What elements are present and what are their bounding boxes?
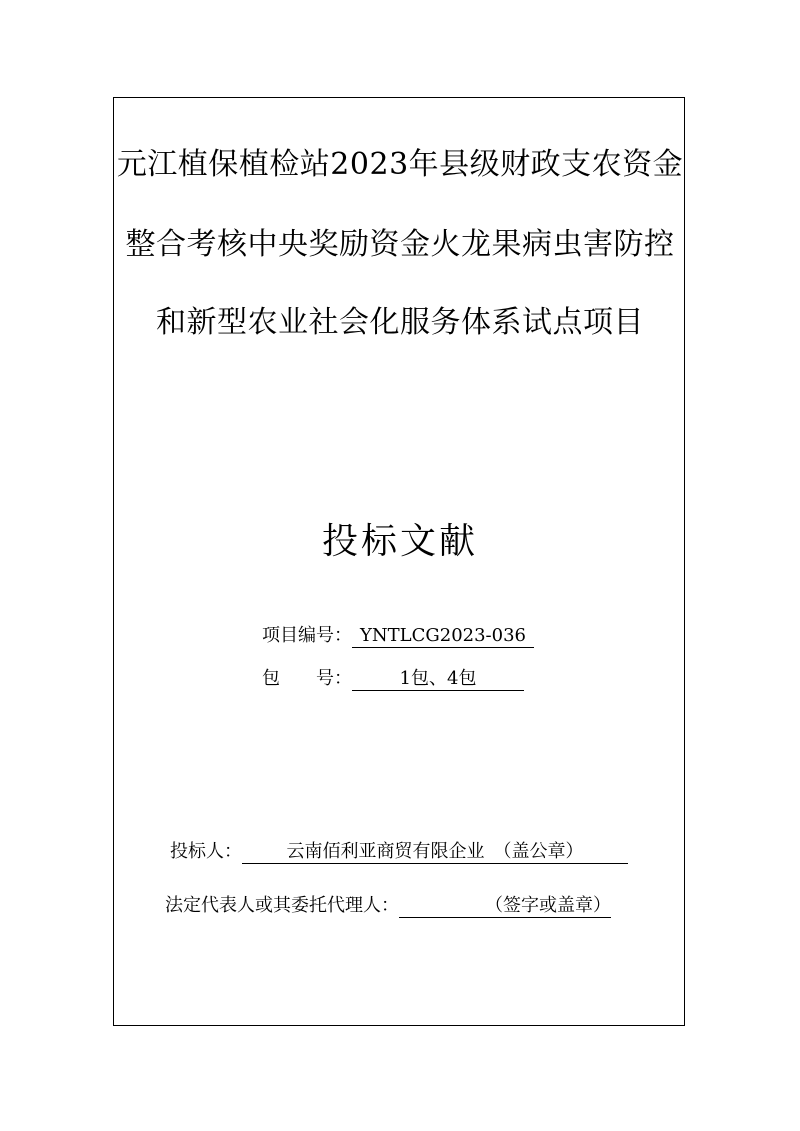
bidder-row	[170, 840, 628, 864]
title-line-1: 元江植保植检站2023年县级财政支农资金	[116, 147, 684, 182]
project-number-label: 项目编号：	[262, 625, 352, 646]
package-value: 1包、4包	[352, 668, 524, 691]
title-line-2: 整合考核中央奖励资金火龙果病虫害防控	[125, 227, 675, 262]
bidder-label: 投标人：	[170, 841, 242, 862]
document-type-heading: 投标文献	[321, 521, 478, 562]
title-line-3: 和新型农业社会化服务体系试点项目	[156, 305, 644, 340]
package-row	[262, 667, 524, 691]
package-label: 包 号：	[262, 668, 352, 689]
representative-label: 法定代表人或其委托代理人：	[165, 895, 399, 916]
representative-value: （签字或盖章）	[399, 895, 611, 918]
project-number-row	[262, 624, 534, 648]
project-number-value: YNTLCG2023-036	[352, 625, 534, 648]
bidder-value: 云南佰利亚商贸有限企业 （盖公章）	[242, 841, 628, 864]
representative-row	[165, 894, 611, 918]
